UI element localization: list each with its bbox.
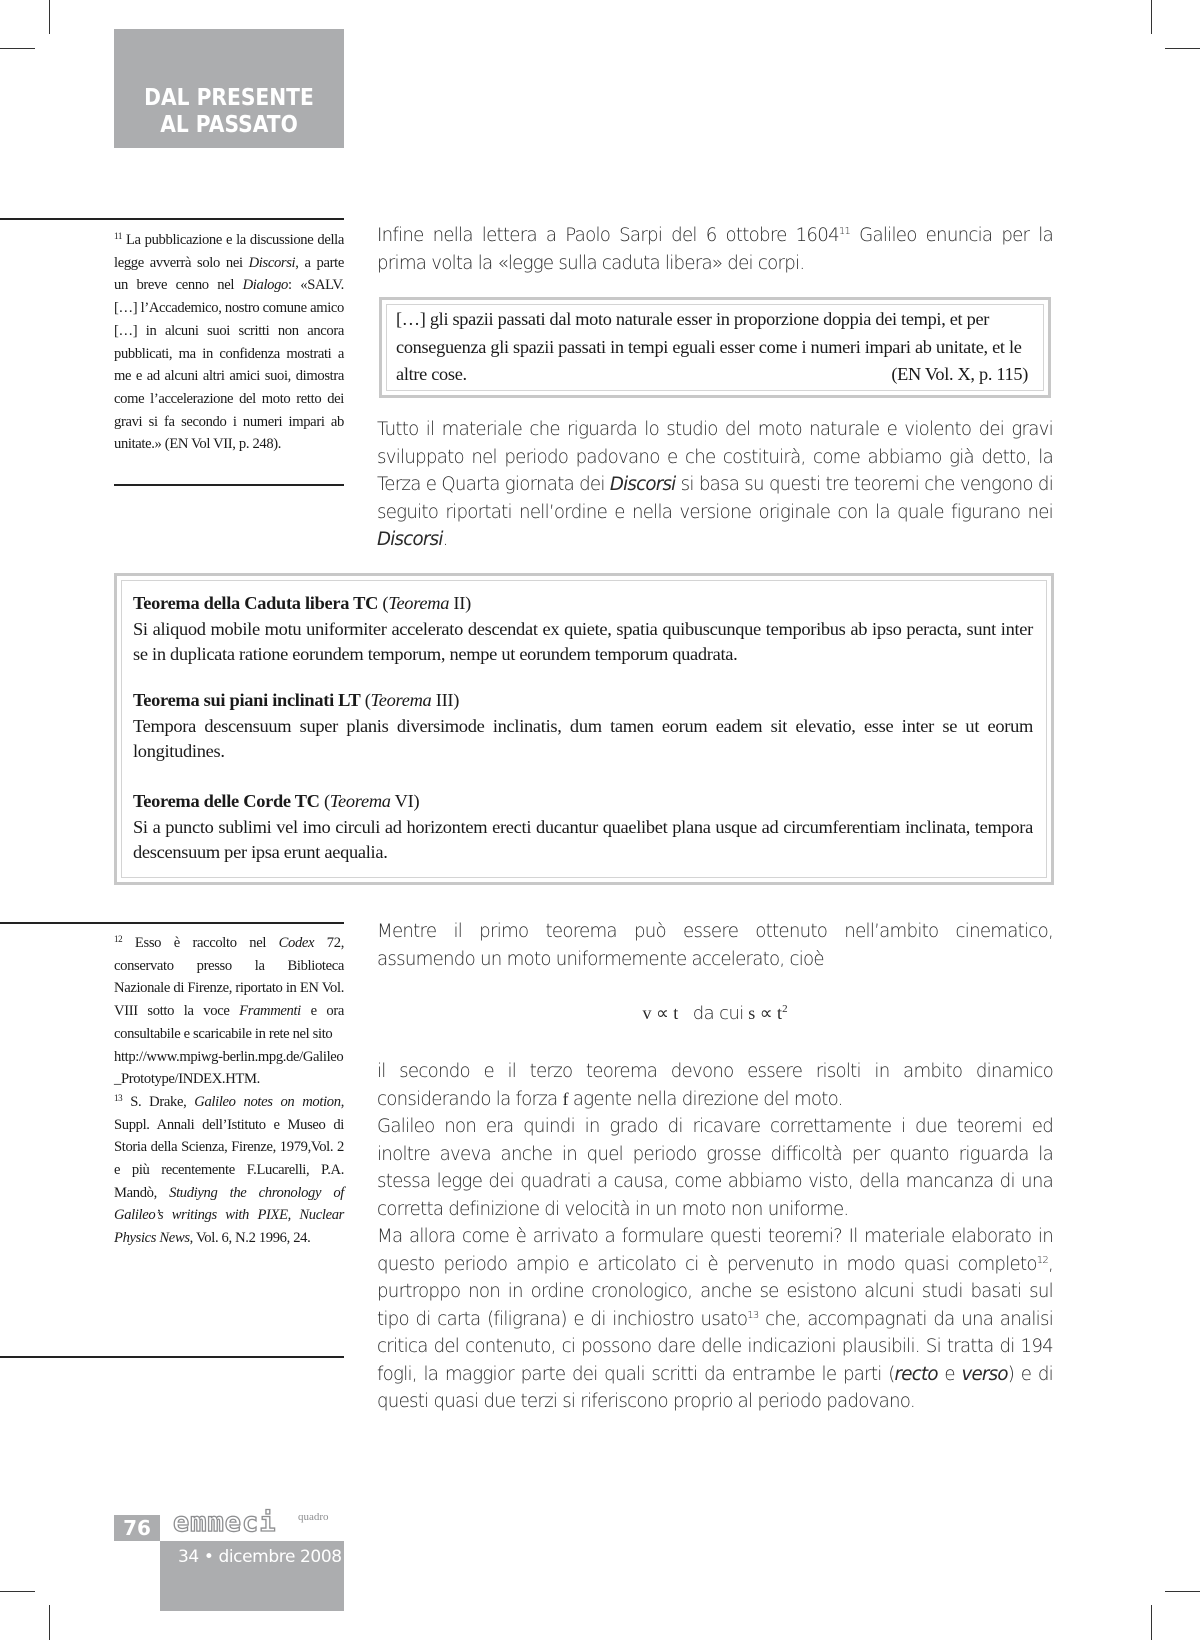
text: agente nella direzione del moto. (567, 1088, 843, 1110)
theorem-piani-inclinati (133, 688, 1033, 765)
footnote-text: La pubblicazione e la discussione della legge avverrà solo nei (114, 232, 344, 271)
quote-text (396, 306, 1028, 389)
paragraph-5: Galileo non era quindi in grado di ricavare correttamente i due teoremi ed inoltre aveva anche in quel periodo grosse difficoltà per quanto riguarda la stessa legge dei quadrati a causa, come abbiamo visto, della mancanza di una corretta definizione di velocità in un moto non uniforme. (377, 1116, 1053, 1220)
force-symbol: f (562, 1088, 568, 1109)
section-title-line2: AL PASSATO (160, 112, 298, 138)
footnote-ref: 13 (747, 1309, 759, 1321)
theorem-ref: Teorema (370, 690, 432, 710)
footnote-text: : «SALV. […] l’Accademico, nostro comune amico […] in alcuni suoi scritti non ancora pubblicati, ma in confidenza mostrati a me e ad alcuni altri amici suoi, dimostra come l’accelerazione del moto retto dei gravi si fa secondo i numeri impari ab unitate.» (EN Vol VII, p. 248). (114, 277, 344, 453)
text: Ma allora come è arrivato a formulare questi teoremi? Il materiale elaborato in questo periodo ampio e articolato ci è pervenuto in modo quasi completo (377, 1226, 1053, 1275)
paragraph-3 (377, 918, 1053, 973)
footnote-ref: 12 (1036, 1254, 1048, 1266)
quote-body: […] gli spazii passati dal moto naturale esser in proporzione doppia dei tempi, et per conseguenza gli spazii passati in tempi eguali esser come i numeri impari ab unitate, et le altre cose. (396, 309, 1022, 384)
theorem-ref: ( (319, 791, 330, 811)
theorem-ref: ( (360, 690, 371, 710)
theorem-text: Tempora descensuum super planis diversimode inclinatis, dum tamen eorum eadem sit elevatio, esse inter se ut eorum longitudines. (133, 715, 1033, 761)
footnote-text: e ora consultabile e scaricabile in rete nel sito (114, 1003, 345, 1042)
theorem-corde (133, 789, 1033, 866)
section-header (114, 29, 344, 148)
crop-mark (49, 1605, 50, 1640)
footnote-12 (114, 932, 344, 1250)
footnote-text: Esso è raccolto nel (122, 935, 279, 951)
paragraph-6 (377, 1223, 1053, 1416)
crop-mark (0, 48, 35, 49)
crop-mark (1165, 48, 1200, 49)
footnote-text: , a parte un breve cenno nel (114, 254, 344, 294)
footnote-italic: Frammenti (239, 1003, 301, 1020)
crop-mark (49, 0, 50, 34)
italic-text: verso (961, 1363, 1008, 1385)
theorem-title: Teorema delle Corde TC (133, 791, 320, 811)
footnote-rule (0, 922, 344, 924)
theorem-ref: Teorema (329, 791, 391, 811)
theorem-text: Si a puncto sublimi vel imo circuli ad horizontem erecti ducantur quaelibet plana usque ad circumferentiam inclinata, tempora descensuum per ipsa erunt aequalia. (133, 816, 1033, 862)
quote-box (379, 297, 1051, 398)
section-title-line1: DAL PRESENTE (144, 85, 314, 111)
formula (377, 1003, 1053, 1024)
footnote-number: 11 (114, 231, 122, 241)
text: il secondo e il terzo teorema devono essere risolti in ambito dinamico considerando la forza (377, 1061, 1053, 1110)
footnote-text: S. Drake, (122, 1093, 195, 1110)
magazine-logo-sup: quadro (298, 1511, 329, 1523)
footnote-rule (114, 484, 344, 486)
footnote-italic: Studiyng the chronology of Galileo’s writings with PIXE, Nuclear Physics News (114, 1184, 344, 1247)
issue-box (160, 1541, 344, 1611)
footnote-italic: Codex (278, 935, 315, 951)
formula-middle: da cui (692, 1003, 744, 1024)
page-number-box (114, 1515, 160, 1541)
footnote-italic: Galileo notes on motion (194, 1093, 341, 1110)
paragraph-4 (377, 1058, 1053, 1416)
paragraph-2 (377, 416, 1053, 554)
theorem-caduta-libera (133, 591, 1033, 668)
footnote-italic: Discorsi (248, 254, 296, 271)
footnote-url[interactable]: http://www.mpiwg-berlin.mpg.de/Galileo_Prototype/INDEX.HTM. (114, 1048, 344, 1088)
theorems-box (114, 573, 1054, 885)
footnote-number: 13 (114, 1092, 123, 1103)
paragraph-1 (377, 222, 1053, 277)
text: Galileo enuncia per la prima volta la «legge sulla caduta libera» dei corpi. (377, 225, 1053, 274)
italic-text: Discorsi (609, 474, 676, 495)
crop-mark (1151, 1605, 1152, 1640)
theorem-ref: Teorema (388, 593, 450, 613)
footnote-rule (0, 218, 344, 220)
page-number: 76 (123, 1516, 151, 1540)
quote-citation: (EN Vol. X, p. 115) (891, 364, 1028, 384)
formula-left: v ∝ t (642, 1003, 679, 1023)
text: Infine nella lettera a Paolo Sarpi del 6 ottobre 1604 (377, 225, 839, 246)
text: e (937, 1363, 962, 1385)
text: Tutto il materiale che riguarda lo studio del moto naturale e violento dei gravi sviluppato nel periodo padovano e che costituirà, come abbiamo già detto, la Terza e Quarta giornata dei (377, 419, 1053, 495)
footnote-ref: 11 (838, 226, 851, 237)
section-title (128, 85, 330, 139)
footnote-italic: Dialogo (242, 277, 288, 294)
footnote-11 (114, 229, 344, 456)
crop-mark (1151, 0, 1152, 34)
text: . (442, 529, 448, 550)
magazine-logo: emmeci (173, 1507, 277, 1538)
italic-text: Discorsi (377, 529, 443, 550)
theorem-ref: III) (431, 690, 460, 710)
formula-exponent: 2 (782, 1003, 788, 1015)
theorem-text: Si aliquod mobile motu uniformiter accelerato descendat ex quiete, spatia quibuscunque temporibus ab ipso peracta, sunt inter se in duplicata ratione eorundem temporum, nempe ut eorundem temporum quadrata. (133, 618, 1033, 664)
theorem-ref: VI) (390, 791, 420, 811)
italic-text: recto (894, 1363, 938, 1385)
issue-label: 34 • dicembre 2008 (178, 1547, 342, 1567)
text: si basa su questi tre teoremi che vengono di seguito riportati nell’ordine e nella versione originale con la quale figurano nei (377, 474, 1053, 523)
footnote-rule (0, 1356, 344, 1358)
footnote-number: 12 (114, 934, 123, 944)
theorem-ref: ( (378, 593, 389, 613)
theorem-ref: II) (449, 593, 471, 613)
footnote-text: 72, conservato presso la Biblioteca Nazionale di Firenze, riportato in EN Vol. VIII sotto la voce (114, 935, 344, 1020)
text: , purtroppo non in ordine cronologico, anche se esistono alcuni studi basati sul tipo di carta (filigrana) e di inchiostro usato (377, 1253, 1053, 1330)
text: ) e di questi quasi due terzi si riferiscono proprio al periodo padovano. (377, 1363, 1053, 1412)
text: che, accompagnati da una analisi critica del contenuto, ci possono dare delle indicazioni plausibili. Si tratta di 194 fogli, la maggior parte dei quali scritti da entrambe le parti ( (377, 1308, 1054, 1385)
text: Mentre il primo teorema può essere ottenuto nell’ambito cinematico, assumendo un moto uniformemente accelerato, cioè (377, 921, 1053, 970)
footnote-text: , Vol. 6, N.2 1996, 24. (189, 1230, 311, 1247)
theorem-title: Teorema sui piani inclinati LT (133, 690, 361, 710)
formula-right: s ∝ t (748, 1003, 783, 1023)
theorem-title: Teorema della Caduta libera TC (133, 593, 379, 613)
crop-mark (0, 1591, 35, 1592)
footnote-text: , Suppl. Annali dell’Istituto e Museo di Storia della Scienza, Firenze, 1979,Vol. 2 e più recentemente F.Lucarelli, P.A. Mandò, (114, 1093, 344, 1201)
crop-mark (1165, 1591, 1200, 1592)
